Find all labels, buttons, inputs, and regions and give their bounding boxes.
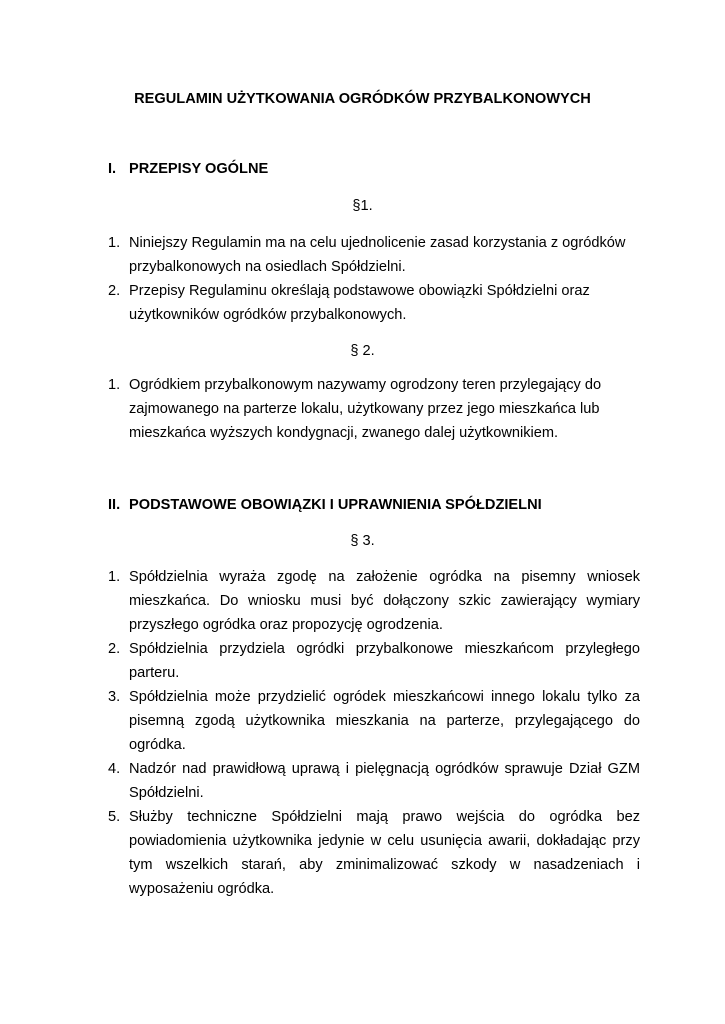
item-text: Ogródkiem przybalkonowym nazywamy ogrodzony teren przylegający do zajmowanego na parterze lokalu, użytkowany przez jego mieszkańca lub mieszkańca wyższych kondygnacji, zwanego dalej użytkownikiem. <box>129 377 602 441</box>
item-number: 1. <box>108 569 121 585</box>
section-heading-2 <box>108 493 542 517</box>
item-number: 1. <box>108 377 121 393</box>
paragraph-mark-1: §1. <box>352 198 373 214</box>
section-heading-1 <box>108 157 268 181</box>
list-item <box>108 685 640 757</box>
list-item <box>108 805 640 901</box>
item-text: Służby techniczne Spółdzielni mają prawo wejścia do ogródka bez powiadomienia użytkownika jedynie w celu usunięcia awarii, dokładając przy tym wszelkich starań, aby zminimalizować szkody w nasadzeniach i wyposażeniu ogródka. <box>129 809 640 897</box>
section-title: PRZEPISY OGÓLNE <box>129 161 269 177</box>
item-text: Przepisy Regulaminu określają podstawowe obowiązki Spółdzielni oraz użytkowników ogródków przybalkonowych. <box>129 283 590 323</box>
item-number: 5. <box>108 809 121 825</box>
item-number: 1. <box>108 235 121 251</box>
item-text: Niniejszy Regulamin ma na celu ujednolicenie zasad korzystania z ogródków przybalkonowych na osiedlach Spółdzielni. <box>129 235 626 275</box>
paragraph-mark-2: § 2. <box>350 343 375 359</box>
list-item <box>108 757 640 805</box>
paragraph-3-list <box>108 565 640 901</box>
item-text: Spółdzielnia może przydzielić ogródek mieszkańcowi innego lokalu tylko za pisemną zgodą użytkownika mieszkania na parterze, przylegającego do ogródka. <box>129 689 640 753</box>
item-number: 2. <box>108 641 121 657</box>
item-number: 2. <box>108 283 121 299</box>
item-number: 4. <box>108 761 121 777</box>
item-text: Spółdzielnia przydziela ogródki przybalkonowe mieszkańcom przyległego parteru. <box>129 641 640 681</box>
paragraph-1-list <box>108 231 640 327</box>
item-text: Spółdzielnia wyraża zgodę na założenie ogródka na pisemny wniosek mieszkańca. Do wniosku musi być dołączony szkic zawierający wymiary przyszłego ogródka oraz propozycję ogrodzenia. <box>129 569 640 633</box>
list-item <box>108 565 640 637</box>
paragraph-mark-3: § 3. <box>350 533 375 549</box>
list-item <box>108 373 640 445</box>
item-number: 3. <box>108 689 121 705</box>
item-text: Nadzór nad prawidłową uprawą i pielęgnacją ogródków sprawuje Dział GZM Spółdzielni. <box>129 761 640 801</box>
paragraph-2-list <box>108 373 640 445</box>
document-title: REGULAMIN UŻYTKOWANIA OGRÓDKÓW PRZYBALKONOWYCH <box>134 91 591 107</box>
list-item <box>108 231 640 279</box>
list-item <box>108 637 640 685</box>
section-number: II. <box>108 497 121 513</box>
list-item <box>108 279 640 327</box>
section-number: I. <box>108 161 117 177</box>
section-title: PODSTAWOWE OBOWIĄZKI I UPRAWNIENIA SPÓŁDZIELNI <box>129 497 542 513</box>
